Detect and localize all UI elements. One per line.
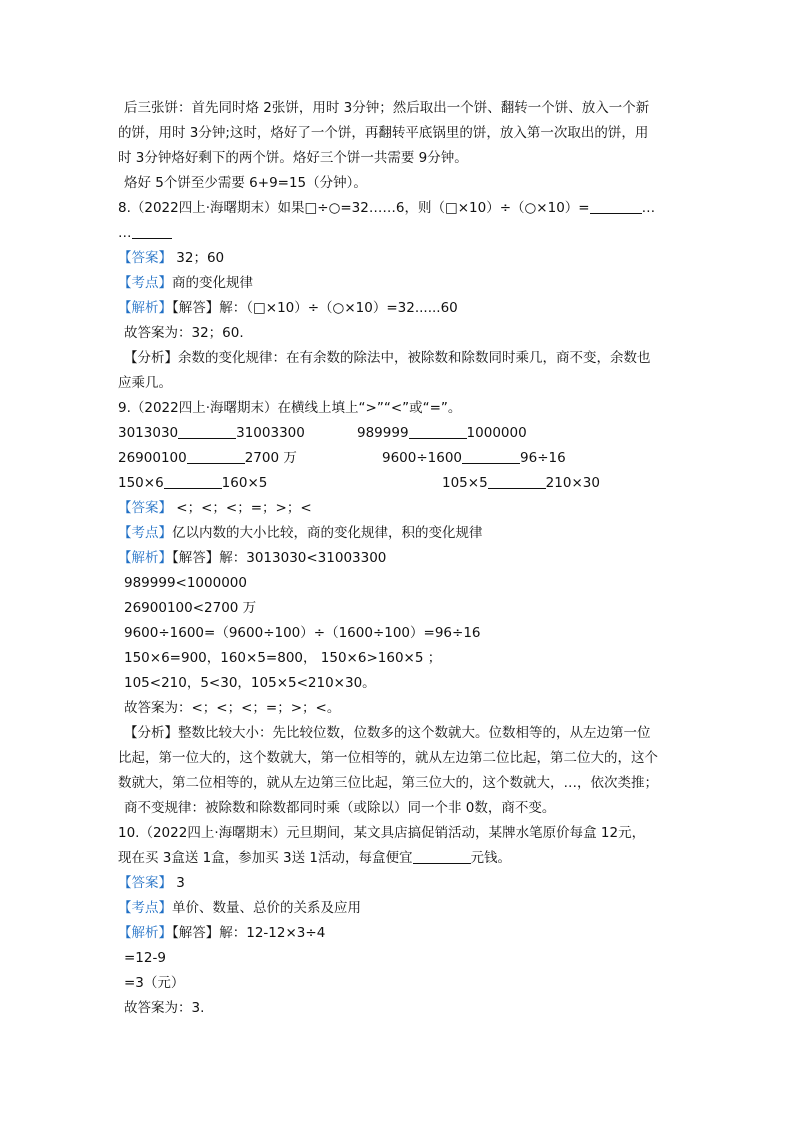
q9-blank-2 bbox=[409, 424, 467, 439]
q9-compare-3b bbox=[442, 473, 600, 493]
q9-analysis-row bbox=[118, 548, 386, 568]
q8-answer-row bbox=[118, 248, 224, 268]
q8-fenxi-2: 应乘几。 bbox=[118, 375, 172, 391]
q10-point-row bbox=[118, 898, 361, 918]
analysis-label: 【解析】 bbox=[118, 550, 172, 566]
q10-analysis-row bbox=[118, 923, 325, 943]
q8-stem-cont bbox=[118, 223, 172, 243]
q9-step-5: 150×6=900，160×5=800， 150×6>160×5 ； bbox=[124, 650, 442, 666]
q9-blank-4 bbox=[462, 449, 520, 464]
solve-label: 【解答】 bbox=[172, 550, 220, 566]
q9-c1a-right: 31003300 bbox=[236, 425, 305, 441]
q10-point: 单价、数量、总价的关系及应用 bbox=[172, 900, 361, 916]
analysis-label: 【解析】 bbox=[118, 925, 172, 941]
q9-compare-2b bbox=[382, 448, 566, 468]
point-label: 【考点】 bbox=[118, 900, 172, 916]
q8-stem-text: 8.（2022四上·海曙期末）如果□÷○=32……6，则（□×10）÷（○×10）= bbox=[118, 200, 590, 216]
q8-analysis: 解：（□×10）÷（○×10）=32......60 bbox=[219, 300, 458, 316]
q9-c2b-left: 9600÷1600 bbox=[382, 450, 463, 466]
q9-fenxi-3: 数就大，第二位相等的，就从左边第三位比起，第三位大的，这个数就大，…，依次类推； bbox=[118, 775, 658, 791]
q8-fenxi-1: 余数的变化规律：在有余数的除法中，被除数和除数同时乘几，商不变，余数也 bbox=[178, 350, 651, 366]
q9-compare-2a bbox=[118, 448, 297, 468]
q8-blank-1 bbox=[590, 199, 642, 214]
q9-c2a-right: 2700 万 bbox=[244, 450, 297, 466]
q10-step-2: =12-9 bbox=[124, 950, 166, 966]
q9-compare-1a bbox=[118, 423, 305, 443]
q8-point-row bbox=[118, 273, 253, 293]
q8-ellipsis-2: … bbox=[118, 225, 132, 241]
intro-line-3: 时 3分钟烙好剩下的两个饼。烙好三个饼一共需要 9分钟。 bbox=[118, 150, 468, 166]
q9-stem: 9.（2022四上·海曙期末）在横线上填上“>”“<”或“=”。 bbox=[118, 400, 462, 416]
q9-fenxi-2: 比起，第一位大的，这个数就大，第一位相等的，就从左边第二位比起，第二位大的，这个 bbox=[118, 750, 658, 766]
q9-step-1: 解：3013030<31003300 bbox=[219, 550, 387, 566]
q9-answer: <；<；<；=；>；< bbox=[172, 500, 312, 516]
q10-step-3: =3（元） bbox=[124, 975, 185, 991]
q9-point: 亿以内数的大小比较，商的变化规律，积的变化规律 bbox=[172, 525, 483, 541]
q8-analysis-row bbox=[118, 298, 458, 318]
answer-label: 【答案】 bbox=[118, 250, 172, 266]
intro-line-1: 后三张饼：首先同时烙 2张饼，用时 3分钟；然后取出一个饼、翻转一个饼、放入一个新 bbox=[124, 100, 650, 116]
q8-ellipsis-1: … bbox=[641, 200, 656, 216]
fenxi-label: 【分析】 bbox=[124, 350, 178, 366]
q9-answer-row bbox=[118, 498, 312, 518]
q10-stem-2-text: 现在买 3盒送 1盒，参加买 3送 1活动，每盒便宜 bbox=[118, 850, 413, 866]
q8-answer: 32；60 bbox=[172, 250, 225, 266]
intro-line-4: 烙好 5个饼至少需要 6+9=15（分钟）。 bbox=[124, 175, 367, 191]
q9-fenxi-4: 商不变规律：被除数和除数都同时乘（或除以）同一个非 0数，商不变。 bbox=[124, 800, 556, 816]
answer-label: 【答案】 bbox=[118, 500, 172, 516]
q9-c3a-right: 160×5 bbox=[221, 475, 268, 491]
fenxi-label: 【分析】 bbox=[124, 725, 178, 741]
q8-conclusion: 故答案为：32；60. bbox=[124, 325, 244, 341]
q10-stem-1: 10.（2022四上·海曙期末）元旦期间，某文具店搞促销活动，某牌水笔原价每盒 12元， bbox=[118, 825, 646, 841]
q9-step-4: 9600÷1600=（9600÷100）÷（1600÷100）=96÷16 bbox=[124, 625, 481, 641]
q8-fenxi-row bbox=[124, 348, 651, 368]
q9-c1a-left: 3013030 bbox=[118, 425, 179, 441]
q10-answer-row bbox=[118, 873, 185, 893]
q8-blank-2 bbox=[132, 224, 172, 239]
q9-blank-6 bbox=[488, 474, 546, 489]
q9-compare-1b bbox=[357, 423, 527, 443]
answer-label: 【答案】 bbox=[118, 875, 172, 891]
q9-blank-5 bbox=[164, 474, 222, 489]
q9-c1b-right: 1000000 bbox=[466, 425, 527, 441]
analysis-label: 【解析】 bbox=[118, 300, 172, 316]
q8-point: 商的变化规律 bbox=[172, 275, 253, 291]
q9-compare-3a bbox=[118, 473, 267, 493]
solve-label: 【解答】 bbox=[172, 925, 220, 941]
q9-step-6: 105<210，5<30，105×5<210×30。 bbox=[124, 675, 376, 691]
point-label: 【考点】 bbox=[118, 525, 172, 541]
q10-stem-2 bbox=[118, 848, 511, 868]
q10-blank bbox=[413, 849, 471, 864]
point-label: 【考点】 bbox=[118, 275, 172, 291]
q9-step-3: 26900100<2700 万 bbox=[124, 600, 257, 616]
intro-line-2: 的饼，用时 3分钟;这时，烙好了一个饼，再翻转平底锅里的饼，放入第一次取出的饼，用 bbox=[118, 125, 649, 141]
q9-fenxi-1: 整数比较大小：先比较位数，位数多的这个数就大。位数相等的，从左边第一位 bbox=[178, 725, 651, 741]
q8-stem bbox=[118, 198, 655, 218]
q9-point-row bbox=[118, 523, 483, 543]
q9-conclusion: 故答案为：<；<；<；=；>；<。 bbox=[124, 700, 341, 716]
q9-blank-1 bbox=[178, 424, 236, 439]
q9-c1b-left: 989999 bbox=[357, 425, 409, 441]
q9-c3a-left: 150×6 bbox=[118, 475, 164, 491]
q9-fenxi-row bbox=[124, 723, 651, 743]
q10-answer: 3 bbox=[172, 875, 185, 891]
q9-step-2: 989999<1000000 bbox=[124, 575, 247, 591]
q9-c3b-left: 105×5 bbox=[442, 475, 488, 491]
q9-blank-3 bbox=[187, 449, 245, 464]
q9-c3b-right: 210×30 bbox=[545, 475, 600, 491]
q9-c2a-left: 26900100 bbox=[118, 450, 187, 466]
solve-label: 【解答】 bbox=[172, 300, 220, 316]
q10-step-1: 解：12-12×3÷4 bbox=[219, 925, 326, 941]
q10-stem-2-end: 元钱。 bbox=[470, 850, 512, 866]
q9-c2b-right: 96÷16 bbox=[520, 450, 566, 466]
q10-conclusion: 故答案为：3. bbox=[124, 1000, 205, 1016]
